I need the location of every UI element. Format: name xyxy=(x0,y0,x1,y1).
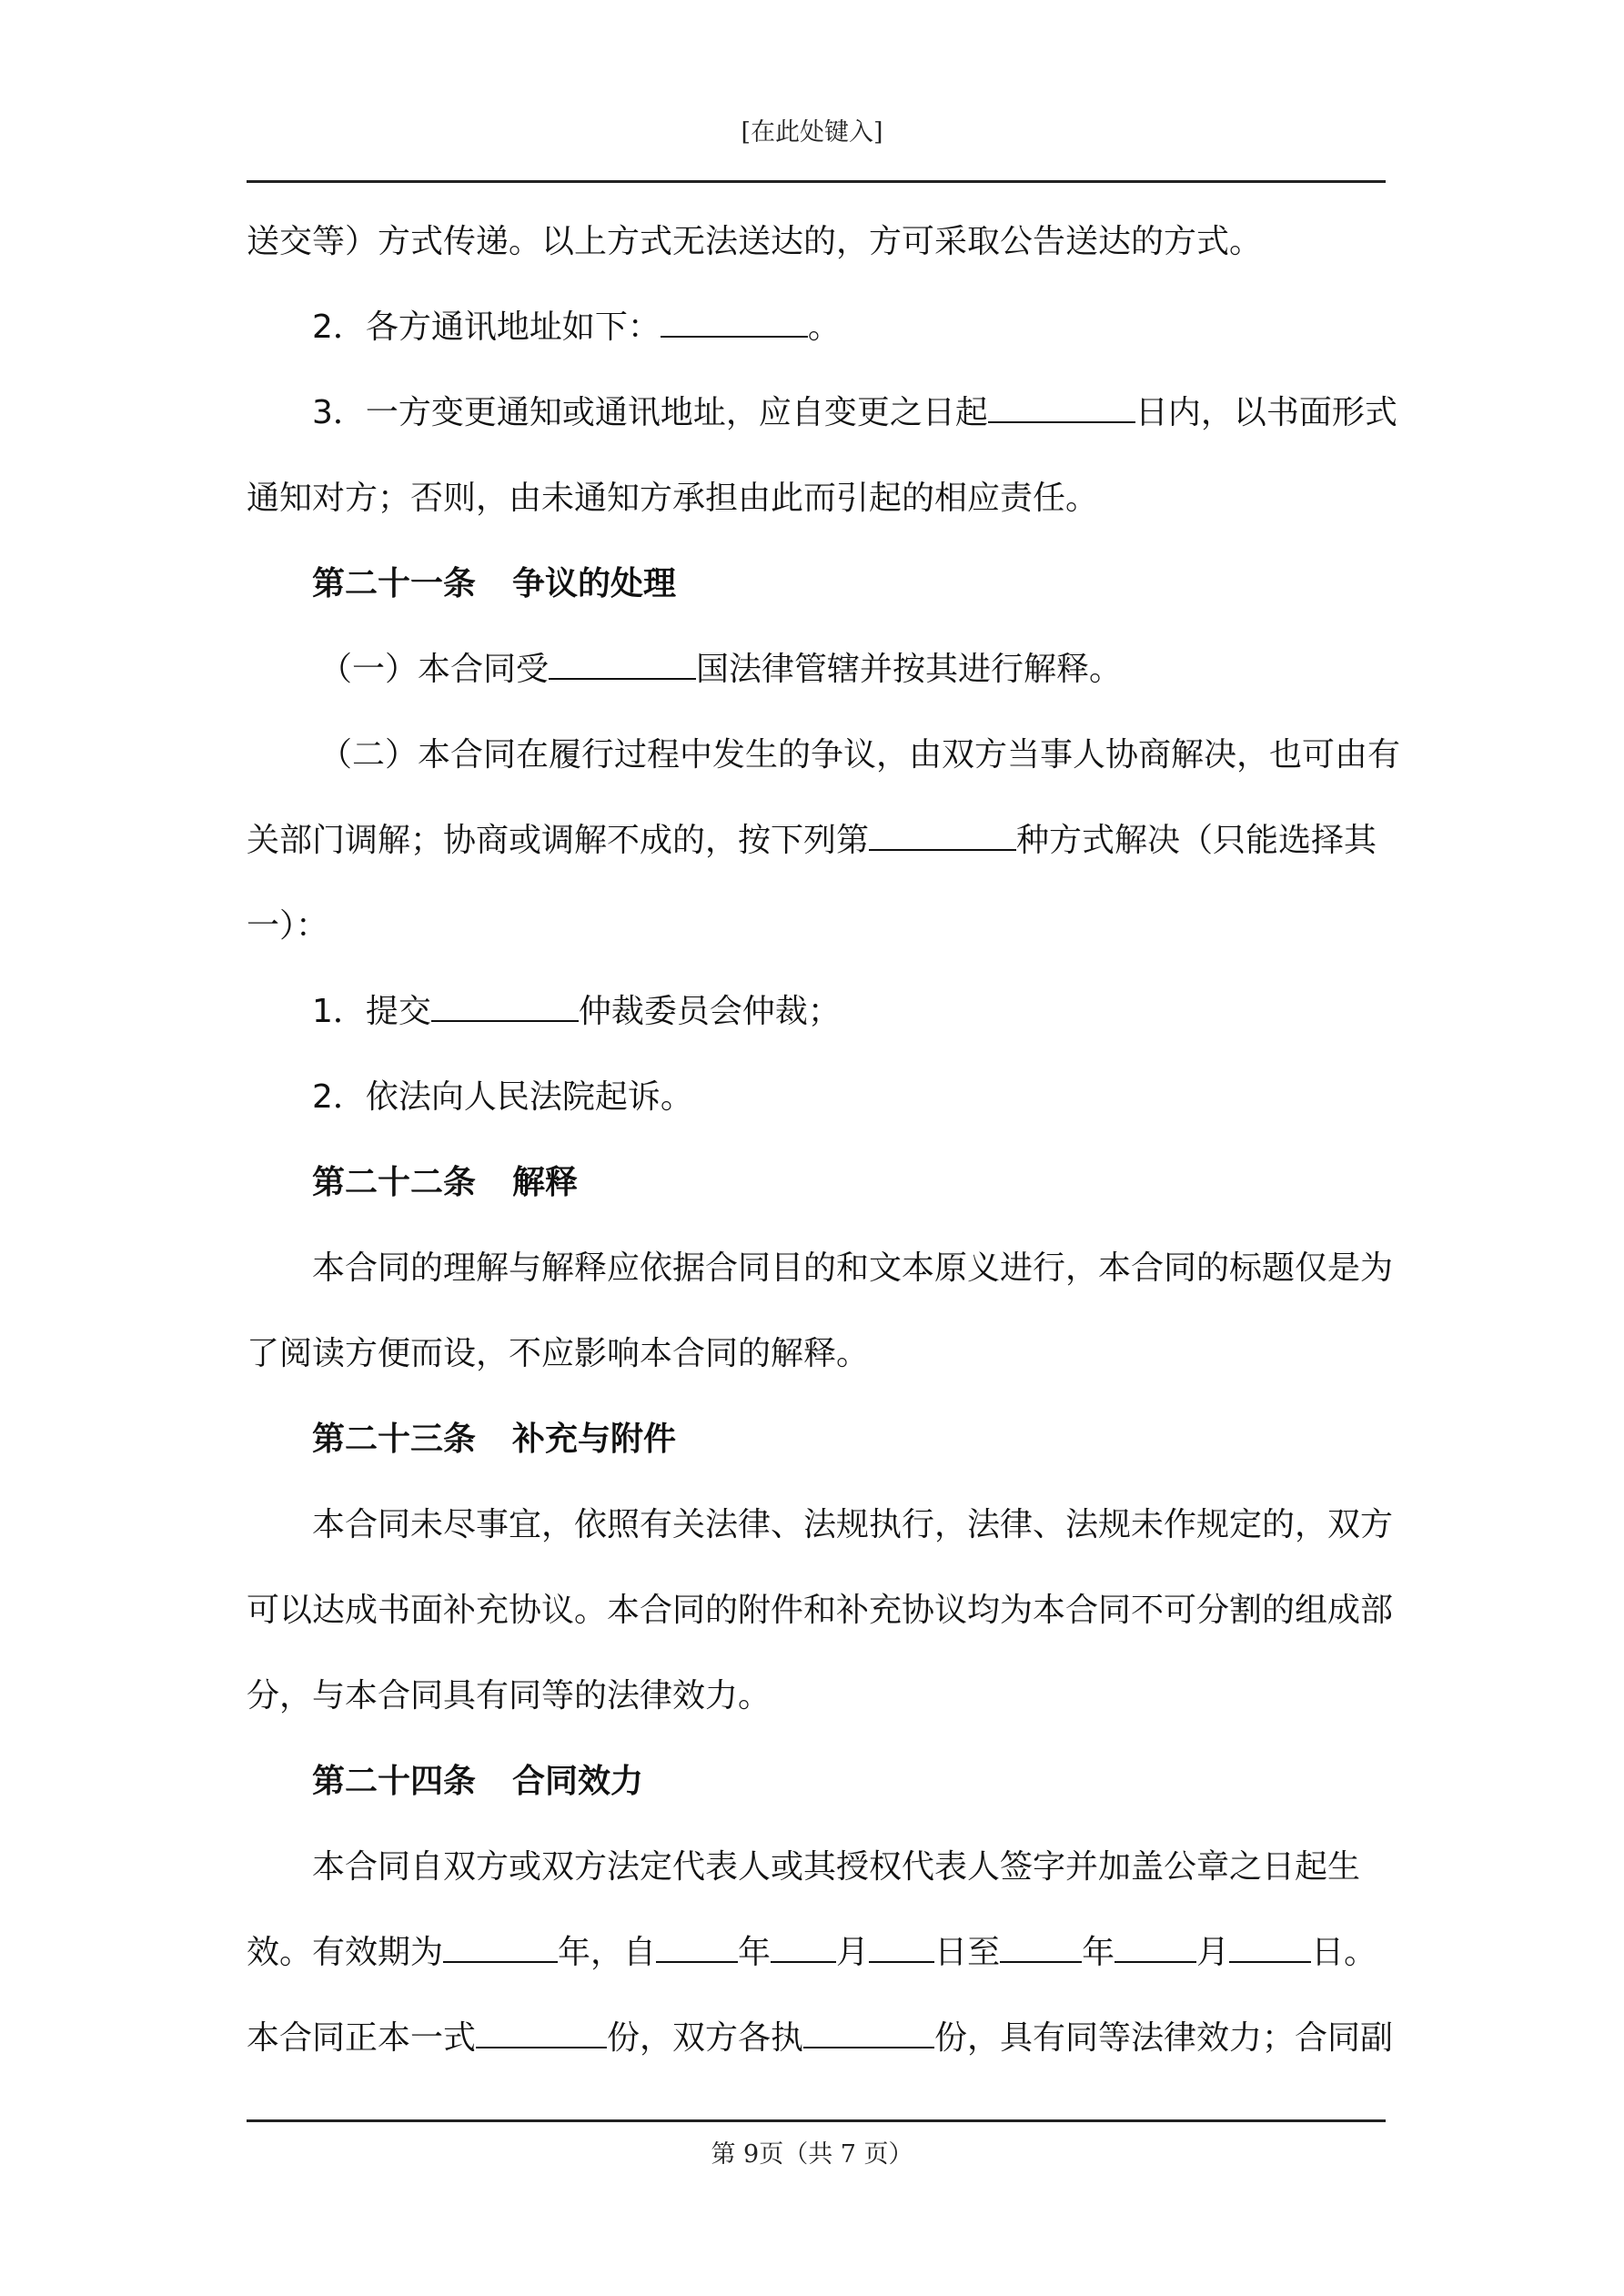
text: 年，自 xyxy=(558,1934,657,1971)
paragraph xyxy=(247,1226,1394,1311)
paragraph xyxy=(247,713,1401,798)
article-heading xyxy=(247,541,1386,627)
article-number: 第二十二条 xyxy=(312,1164,477,1201)
article-heading xyxy=(247,1140,1386,1226)
text: 效。有效期为 xyxy=(247,1934,444,1971)
text: 2．依法向人民法院起诉。 xyxy=(312,1078,693,1116)
text: 年 xyxy=(738,1934,772,1971)
page-header: [在此处键入] xyxy=(741,118,883,147)
text: 日内，以书面形式 xyxy=(1135,394,1397,431)
text: 仲裁委员会仲裁； xyxy=(578,993,841,1030)
text: （二）本合同在履行过程中发生的争议，由双方当事人协商解决，也可由有 xyxy=(319,736,1401,774)
paragraph xyxy=(247,1910,1386,1996)
text: 可以达成书面补充协议。本合同的附件和补充协议均为本合同不可分割的组成部 xyxy=(247,1592,1394,1629)
text: 月 xyxy=(1196,1934,1230,1971)
document-body xyxy=(247,199,1401,2081)
fill-blank xyxy=(443,1934,558,1963)
header-rule xyxy=(247,180,1386,183)
footer-rule xyxy=(247,2119,1386,2122)
text: 了阅读方便而设，不应影响本合同的解释。 xyxy=(247,1335,870,1372)
article-title: 补充与附件 xyxy=(512,1421,677,1458)
text: 种方式解决（只能选择其 xyxy=(1016,822,1377,859)
fill-blank xyxy=(803,2019,934,2048)
text: 日。 xyxy=(1311,1934,1377,1971)
text: 年 xyxy=(1082,1934,1115,1971)
fill-blank xyxy=(988,394,1135,423)
fill-blank xyxy=(1000,1934,1082,1963)
text: 日至 xyxy=(934,1934,1001,1971)
text: 本合同未尽事宜，依照有关法律、法规执行，法律、法规未作规定的，双方 xyxy=(312,1506,1394,1543)
paragraph xyxy=(247,1568,1394,1654)
text: 通知对方；否则，由未通知方承担由此而引起的相应责任。 xyxy=(247,480,1099,517)
text: 。 xyxy=(807,308,841,346)
paragraph xyxy=(247,627,1386,713)
fill-blank xyxy=(431,993,579,1022)
article-heading xyxy=(247,1739,1386,1825)
article-title: 争议的处理 xyxy=(512,565,677,602)
fill-blank xyxy=(549,651,696,680)
fill-blank xyxy=(771,1934,836,1963)
paragraph xyxy=(247,969,1386,1055)
fill-blank xyxy=(869,822,1016,851)
article-title: 合同效力 xyxy=(512,1763,644,1800)
fill-blank xyxy=(656,1934,738,1963)
fill-blank xyxy=(661,308,808,338)
text: 本合同正本一式 xyxy=(247,2019,477,2057)
text: 3．一方变更通知或通讯地址，应自变更之日起 xyxy=(312,394,988,431)
paragraph xyxy=(247,456,1386,541)
paragraph xyxy=(247,1996,1394,2081)
paragraph xyxy=(247,1055,1386,1140)
page-footer: 第 9页（共 7 页） xyxy=(711,2140,913,2169)
article-title: 解释 xyxy=(512,1164,579,1201)
paragraph xyxy=(247,1654,1386,1739)
paragraph xyxy=(247,884,1386,969)
text: 本合同的理解与解释应依据合同目的和文本原义进行，本合同的标题仅是为 xyxy=(312,1249,1394,1287)
paragraph xyxy=(247,1311,1386,1397)
text: 1．提交 xyxy=(312,993,431,1030)
paragraph xyxy=(247,1482,1394,1568)
text: 送交等）方式传递。以上方式无法送达的，方可采取公告送达的方式。 xyxy=(247,223,1263,260)
article-number: 第二十一条 xyxy=(312,565,477,602)
text: 一）： xyxy=(247,907,329,945)
text: 2．各方通讯地址如下： xyxy=(312,308,661,346)
paragraph xyxy=(247,370,1397,456)
paragraph xyxy=(247,1825,1386,1910)
text: 分，与本合同具有同等的法律效力。 xyxy=(247,1677,772,1714)
article-heading xyxy=(247,1397,1386,1482)
paragraph xyxy=(247,285,1386,370)
fill-blank xyxy=(1115,1934,1196,1963)
text: 本合同自双方或双方法定代表人或其授权代表人签字并加盖公章之日起生 xyxy=(312,1848,1361,1886)
article-number: 第二十三条 xyxy=(312,1421,477,1458)
text: 月 xyxy=(836,1934,870,1971)
text: 份，双方各执 xyxy=(607,2019,804,2057)
fill-blank xyxy=(1229,1934,1311,1963)
paragraph xyxy=(247,199,1386,285)
text: 份，具有同等法律效力；合同副 xyxy=(934,2019,1394,2057)
text: （一）本合同受 xyxy=(319,651,550,688)
fill-blank xyxy=(869,1934,934,1963)
text: 关部门调解；协商或调解不成的，按下列第 xyxy=(247,822,870,859)
paragraph xyxy=(247,798,1386,884)
article-number: 第二十四条 xyxy=(312,1763,477,1800)
fill-blank xyxy=(476,2019,607,2048)
text: 国法律管辖并按其进行解释。 xyxy=(696,651,1123,688)
